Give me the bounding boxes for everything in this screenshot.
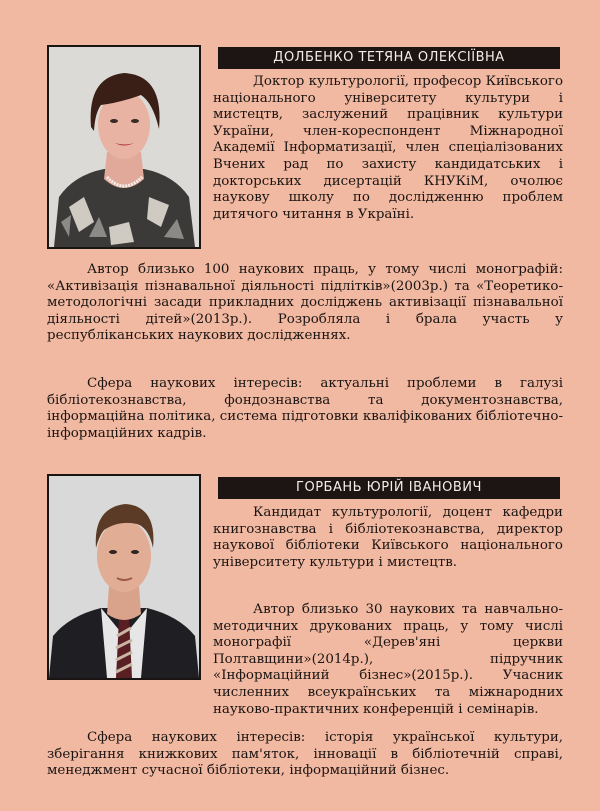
- name-heading-horban: ГОРБАНЬ ЮРІЙ ІВАНОВИЧ: [218, 477, 560, 499]
- interests-text-dolbenko: Сфера наукових інтересів: актуальні проблеми в галузі бібліотекознавства, фондознавства та документознавства, інформаційна політика, система підготовки кваліфікованих бібліотечно-інформаційних кадрів.: [47, 376, 563, 441]
- portrait-photo-dolbenko: [47, 45, 201, 249]
- portrait-photo-horban: [47, 474, 201, 680]
- bio-text-dolbenko: Доктор культурології, професор Київського національного університету культури і мистецтв, заслужений працівник культури України, член-кореспондент Міжнародної Академії Інформатизації, член спеціалізованих Вчених рад по захисту кандидатських і докторських дисертацій КНУКіМ, очолює наукову школу по дослідженню проблем дитячого читання в Україні.: [213, 74, 564, 222]
- name-heading-dolbenko: ДОЛБЕНКО ТЕТЯНА ОЛЕКСІЇВНА: [218, 47, 560, 69]
- interests-text-horban: Сфера наукових інтересів: історія української культури, зберігання книжкових пам'яток, інновації в бібліотечній справі, менеджмент сучасної бібліотеки, інформаційний бізнес.: [47, 730, 563, 779]
- works-text-dolbenko: Автор близько 100 наукових праць, у тому числі монографій: «Активізація пізнавальної діяльності підлітків»(2003р.) та «Теоретико-методологічні засади прикладних досліджень активізації пізнавальної діяльності дітей»(2013р.). Розробляла і брала участь у республіканських наукових дослідженнях.: [47, 262, 563, 344]
- works-text-horban: Автор близько 30 наукових та навчально-методичних друкованих праць, у тому числі монографії «Дерев'яні церкви Полтавщини»(2014р.), підручник «Інформаційний бізнес»(2015р.). Учасник численних всеукраїнських та міжнародних науково-практичних конференцій і семінарів.: [213, 602, 563, 717]
- portrait-dolbenko-illustration: [49, 47, 199, 247]
- bio-text-horban: Кандидат культурології, доцент кафедри книгознавства і бібліотекознавства, директор наукової бібліотеки Київського національного університету культури і мистецтв.: [213, 505, 563, 570]
- portrait-horban-illustration: [49, 476, 199, 678]
